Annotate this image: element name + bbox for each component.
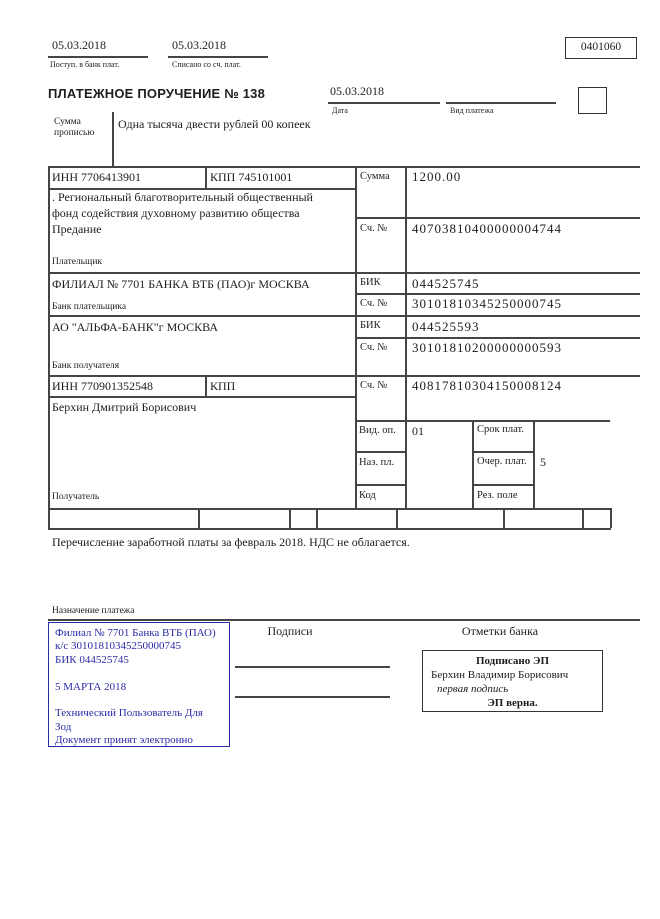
rule (355, 166, 357, 508)
rule (168, 56, 268, 58)
rule (355, 337, 640, 339)
code-label: Код (359, 490, 376, 501)
rule (48, 56, 148, 58)
payer-kpp: КПП 745101001 (210, 170, 293, 184)
payment-purpose-text: Перечисление заработной платы за февраль 2018. НДС не облагается. (52, 535, 410, 549)
payer-label: Плательщик (52, 257, 103, 267)
payer-bank-name: ФИЛИАЛ № 7701 БАНКА ВТБ (ПАО)г МОСКВА (52, 277, 310, 291)
op-type-value: 01 (412, 424, 424, 438)
payee-bank-label: Банк получателя (52, 361, 120, 371)
document-title: ПЛАТЕЖНОЕ ПОРУЧЕНИЕ № 138 (48, 86, 266, 101)
rule (533, 420, 535, 508)
stamp-line: Филиал № 7701 Банка ВТБ (ПАО) (55, 627, 216, 639)
rule (503, 508, 505, 528)
document-date-label: Дата (332, 106, 348, 115)
rule (48, 272, 640, 274)
rule (205, 166, 207, 188)
rule (289, 508, 291, 528)
rule (405, 166, 407, 508)
date-received-bank: 05.03.2018 (52, 38, 106, 52)
payee-bank-account-label: Сч. № (360, 342, 388, 353)
rule (48, 528, 611, 530)
rule (112, 112, 114, 166)
esign-verified: ЭП верна. (487, 697, 538, 709)
rule (355, 484, 405, 486)
payee-name: Берхин Дмитрий Борисович (52, 400, 197, 414)
rule (355, 293, 640, 295)
rule (205, 375, 207, 396)
sum-value: 1200.00 (412, 169, 462, 184)
signature-line (235, 696, 390, 698)
payee-bank-name: АО "АЛЬФА-БАНК"г МОСКВА (52, 320, 219, 334)
payer-name-line: Предание (52, 222, 102, 236)
rule (582, 508, 584, 528)
payee-account-label: Сч. № (360, 380, 388, 391)
esign-name: Берхин Владимир Борисович (431, 669, 569, 681)
payer-name-line: . Региональный благотворительный общественный (52, 190, 313, 204)
amount-words-label: Сумма прописью (54, 117, 95, 138)
stamp-line: к/с 30101810345250000745 (55, 640, 182, 653)
reserve-field-label: Рез. поле (477, 490, 518, 501)
payee-label: Получатель (52, 492, 100, 502)
payment-type-label: Вид платежа (450, 106, 494, 115)
bank-marks-label: Отметки банка (461, 624, 539, 638)
priority-label: Очер. плат. (477, 456, 527, 467)
amount-words: Одна тысяча двести рублей 00 копеек (118, 117, 311, 131)
stamp-line: 5 МАРТА 2018 (55, 680, 127, 693)
signature-line (235, 666, 390, 668)
payee-kpp-label: КПП (210, 379, 236, 393)
stamp-line: Технический Пользователь Для (55, 707, 203, 720)
rule (355, 217, 640, 219)
payee-inn: ИНН 770901352548 (52, 379, 153, 393)
op-type-label: Вид. оп. (359, 425, 396, 436)
rule (328, 102, 440, 104)
payer-account-label: Сч. № (360, 223, 388, 234)
form-code-box: 0401060 (565, 37, 637, 59)
rule (610, 508, 612, 528)
rule (355, 451, 405, 453)
date-debited: 05.03.2018 (172, 38, 226, 52)
rule (48, 166, 640, 168)
stamp-line: Зод (55, 720, 72, 733)
payment-term-label: Срок плат. (477, 424, 524, 435)
rule (396, 508, 398, 528)
payer-name-line: фонд содействия духовному развитию общества (52, 206, 300, 220)
rule (48, 375, 640, 377)
payer-bank-bik-label: БИК (360, 277, 381, 288)
rule (198, 508, 200, 528)
purpose-code-label: Наз. пл. (359, 457, 395, 468)
document-date: 05.03.2018 (330, 84, 384, 98)
esign-first-signature: первая подпись (437, 683, 509, 695)
stamp-line (55, 694, 223, 707)
esign-title: Подписано ЭП (475, 655, 550, 667)
payment-purpose-label: Назначение платежа (52, 606, 135, 616)
payer-bank-account-label: Сч. № (360, 298, 388, 309)
rule (48, 166, 50, 528)
rule (48, 508, 611, 510)
priority-value: 5 (540, 455, 546, 469)
stamp-line: БИК 044525745 (55, 653, 129, 666)
payee-bank-bik-label: БИК (360, 320, 381, 331)
payee-bank-account: 30101810200000000593 (412, 340, 562, 355)
date-debited-label: Списано со сч. плат. (172, 60, 241, 69)
rule (472, 484, 533, 486)
rule (48, 315, 640, 317)
rule (472, 420, 474, 508)
signatures-label: Подписи (267, 624, 313, 638)
stamp-line: Документ принят электронно (55, 734, 193, 747)
rule (316, 508, 318, 528)
bank-stamp (48, 622, 230, 747)
payer-account: 40703810400000004744 (412, 221, 562, 236)
stamp-line (55, 667, 223, 680)
date-received-label: Поступ. в банк плат. (50, 60, 120, 69)
payer-bank-bik: 044525745 (412, 276, 480, 291)
rule (472, 451, 533, 453)
payee-bank-bik: 044525593 (412, 319, 480, 334)
payment-type-checkbox (578, 87, 607, 114)
payer-inn: ИНН 7706413901 (52, 170, 141, 184)
payer-bank-label: Банк плательщика (52, 302, 127, 312)
payer-bank-account: 30101810345250000745 (412, 296, 562, 311)
electronic-signature-box (422, 650, 603, 712)
rule (48, 619, 640, 621)
rule (446, 102, 556, 104)
rule (355, 420, 610, 422)
rule (48, 396, 355, 398)
sum-label: Сумма (360, 171, 390, 182)
payee-account: 40817810304150008124 (412, 378, 562, 393)
